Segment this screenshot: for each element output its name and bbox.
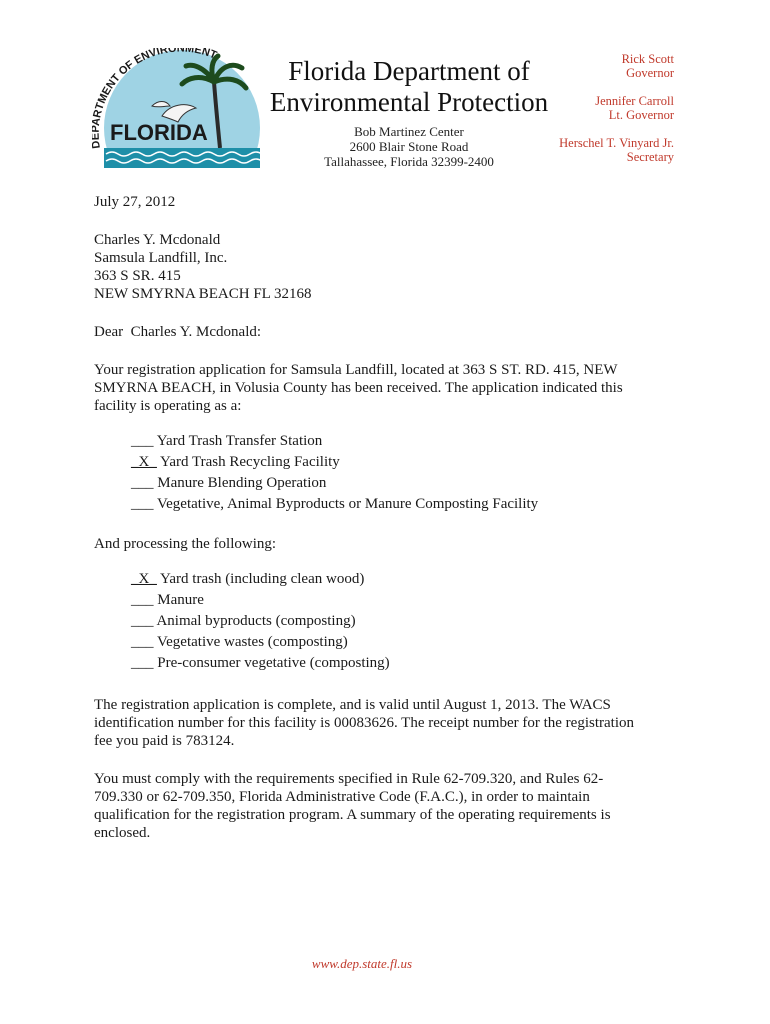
agency-address-line3: Tallahassee, Florida 32399-2400 (324, 154, 494, 169)
list-item: _X_ Yard trash (including clean wood) (131, 571, 365, 587)
agency-address-line2: 2600 Blair Stone Road (349, 139, 469, 154)
checkbox-mark: _X_ (131, 454, 157, 470)
recipient-street: 363 S SR. 415 (94, 268, 181, 284)
list-item: ___ Manure Blending Operation (131, 475, 327, 491)
seal-arc-text: RTMENT OF ENVIRONMENT (92, 48, 218, 120)
agency-name-line2: Environmental Protection (269, 87, 549, 117)
checkbox-mark: ___ (131, 496, 154, 512)
checkbox-mark: ___ (131, 592, 154, 608)
seal-water (104, 148, 260, 168)
seal-state-text: FLORIDA (110, 120, 208, 145)
footer-url[interactable]: www.dep.state.fl.us (311, 956, 413, 971)
recipient-company: Samsula Landfill, Inc. (94, 250, 228, 266)
checkbox-mark: ___ (131, 613, 154, 629)
secretary-name: Herschel T. Vinyard Jr. (559, 136, 674, 150)
materials-list (131, 569, 640, 674)
list-item: ___ Vegetative wastes (composting) (131, 634, 348, 650)
recipient-name: Charles Y. Mcdonald (94, 232, 221, 248)
checkbox-mark: _X_ (131, 571, 157, 587)
salutation: Dear Charles Y. Mcdonald: (94, 324, 262, 340)
secretary-title: Secretary (626, 150, 674, 164)
compliance-paragraph: You must comply with the requirements specified in Rule 62-709.320, and Rules 62-709.330 or 62-709.350, Florida Administrative Code (F.A.C.), in order to maintain qualification for the registration program. A summary of the operating requirements is enclosed. (94, 771, 611, 841)
facility-type-list (131, 431, 640, 515)
agency-name-line1: Florida Department of (288, 56, 530, 86)
list-item: ___ Yard Trash Transfer Station (131, 433, 323, 449)
lt-governor-title: Lt. Governor (608, 108, 674, 122)
list-item: ___ Manure (131, 592, 204, 608)
agency-address-line1: Bob Martinez Center (354, 124, 464, 139)
checkbox-mark: ___ (131, 433, 154, 449)
seal-graphic (92, 48, 264, 168)
dep-seal-logo (92, 48, 264, 168)
governor-title: Governor (626, 66, 674, 80)
list-item: ___ Vegetative, Animal Byproducts or Manure Composting Facility (131, 496, 539, 512)
governor-name: Rick Scott (621, 52, 674, 66)
list-item: _X_ Yard Trash Recycling Facility (131, 454, 340, 470)
recipient-city: NEW SMYRNA BEACH FL 32168 (94, 286, 312, 302)
checkbox-mark: ___ (131, 634, 154, 650)
recipient-address (94, 231, 640, 303)
processing-intro: And processing the following: (94, 536, 277, 552)
checkbox-mark: ___ (131, 655, 154, 671)
list-item: ___ Pre-consumer vegetative (composting) (131, 655, 390, 671)
checkbox-mark: ___ (131, 475, 154, 491)
intro-paragraph: Your registration application for Samsula Landfill, located at 363 S ST. RD. 415, NEW SMYRNA BEACH, in Volusia County has been received. The application indicated this facility is operating as a: (94, 362, 623, 414)
letter-date: July 27, 2012 (94, 194, 176, 210)
letter-body (94, 193, 640, 842)
officials-block (494, 52, 674, 178)
validity-paragraph: The registration application is complete, and is valid until August 1, 2013. The WACS identification number for this facility is 00083626. The receipt number for the registration fee you paid is 783124. (94, 697, 634, 749)
list-item: ___ Animal byproducts (composting) (131, 613, 356, 629)
lt-governor-name: Jennifer Carroll (595, 94, 674, 108)
